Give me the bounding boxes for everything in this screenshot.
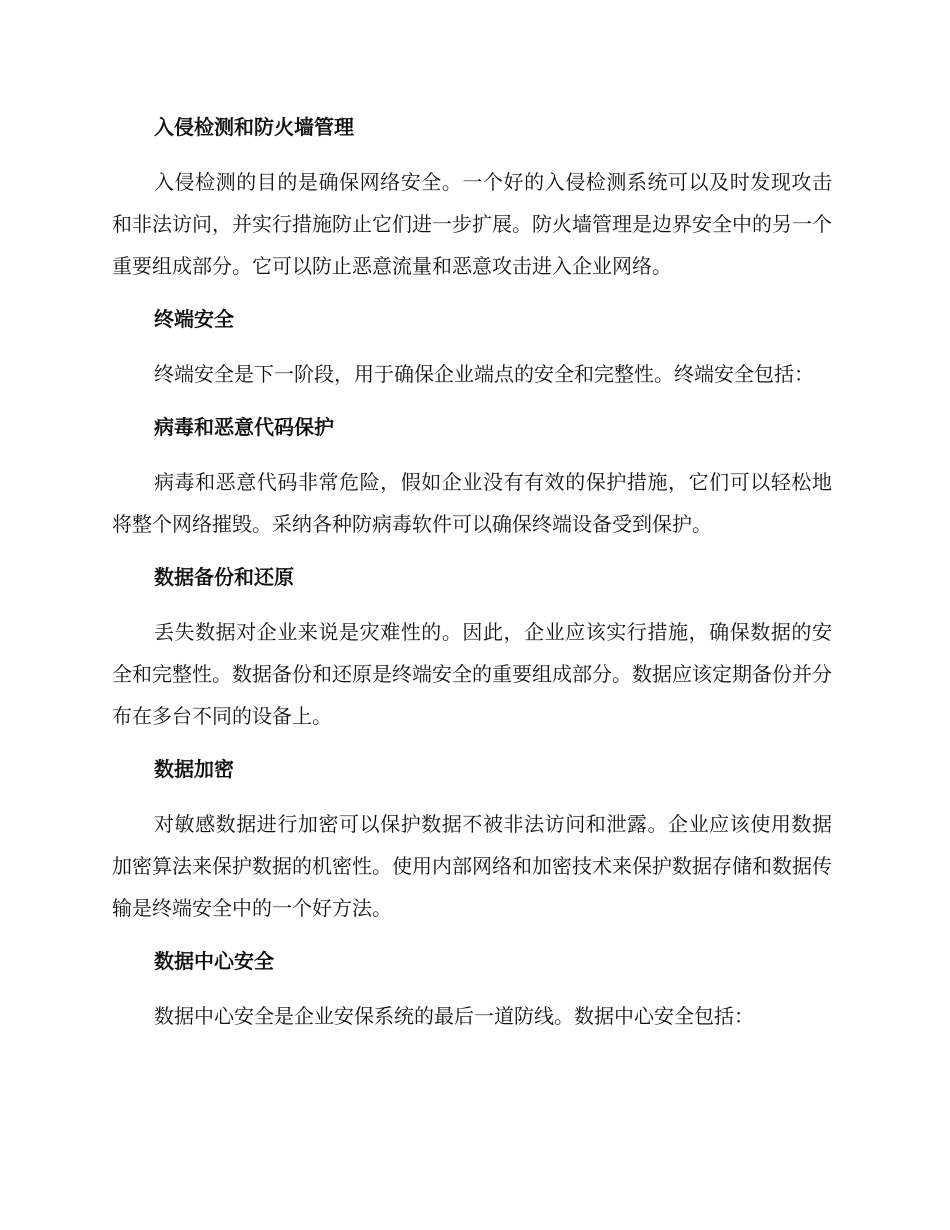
section-paragraph-backup-restore: 丢失数据对企业来说是灾难性的。因此，企业应该实行措施，确保数据的安全和完整性。数据备份和还原是终端安全的重要组成部分。数据应该定期备份并分布在多台不同的设备上。: [112, 620, 832, 728]
section-paragraph-intrusion-firewall: 入侵检测的目的是确保网络安全。一个好的入侵检测系统可以及时发现攻击和非法访问，并实行措施防止它们进一步扩展。防火墙管理是边界安全中的另一个重要组成部分。它可以防止恶意流量和恶意攻击进入企业网络。: [112, 170, 832, 278]
section-heading-backup-restore: 数据备份和还原: [154, 565, 294, 589]
section-paragraph-datacenter-security: 数据中心安全是企业安保系统的最后一道防线。数据中心安全包括：: [154, 1004, 754, 1028]
section-heading-datacenter-security: 数据中心安全: [154, 949, 274, 973]
section-paragraph-virus-protection: 病毒和恶意代码非常危险，假如企业没有有效的保护措施，它们可以轻松地将整个网络摧毁。采纳各种防病毒软件可以确保终端设备受到保护。: [112, 470, 832, 536]
section-heading-data-encryption: 数据加密: [154, 757, 234, 781]
section-heading-intrusion-firewall: 入侵检测和防火墙管理: [154, 115, 354, 139]
document-body: [112, 107, 832, 1049]
section-heading-virus-protection: 病毒和恶意代码保护: [154, 415, 334, 439]
section-paragraph-data-encryption: 对敏感数据进行加密可以保护数据不被非法访问和泄露。企业应该使用数据加密算法来保护数据的机密性。使用内部网络和加密技术来保护数据存储和数据传输是终端安全中的一个好方法。: [112, 812, 832, 920]
section-heading-endpoint-security: 终端安全: [154, 307, 234, 331]
section-paragraph-endpoint-security: 终端安全是下一阶段，用于确保企业端点的安全和完整性。终端安全包括：: [154, 362, 814, 386]
